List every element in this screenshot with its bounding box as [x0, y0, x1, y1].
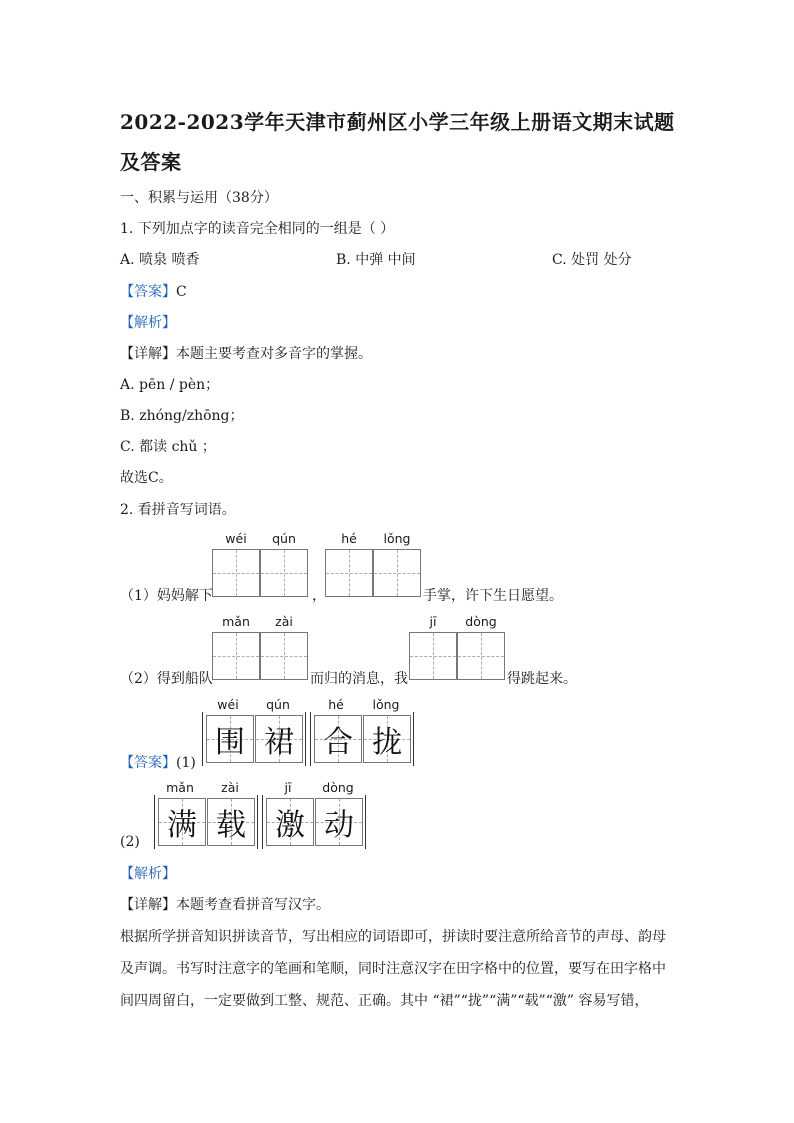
blank-cell-wei[interactable] — [212, 549, 260, 597]
q2-s1-prefix: （1）妈妈解下 — [120, 588, 213, 604]
answer-tag: 【答案】 — [120, 284, 176, 300]
q1-analysis-tag: 【解析】 — [120, 315, 176, 331]
answer-char-long: 拢 — [372, 725, 402, 760]
section-heading: 一、积累与运用（38分） — [120, 190, 278, 206]
q1-option-c: C. 处罚 处分 — [552, 252, 632, 268]
q1-option-b: B. 中弹 中间 — [336, 252, 416, 268]
q2-detail-line — [120, 894, 330, 914]
answer-pinyin-long: lǒng — [372, 697, 400, 712]
q2-analysis-tag: 【解析】 — [120, 866, 176, 882]
q2-stem: 2. 看拼音写词语。 — [120, 502, 236, 518]
q2-s2-prefix: （2）得到船队 — [120, 671, 213, 687]
answer-cell-zai — [207, 798, 255, 846]
answer-pinyin-man: mǎn — [166, 780, 194, 795]
blank-cell-man[interactable] — [212, 632, 260, 680]
q1-explain-b: B. zhóng/zhōng； — [120, 408, 244, 424]
q1-stem: 1. 下列加点字的读音完全相同的一组是（ ） — [120, 221, 395, 237]
answer-char-he: 合 — [323, 725, 353, 760]
q2-detail-tag: 【详解】 — [120, 897, 176, 913]
q1-explain-c: C. 都读 chǔ ； — [120, 439, 216, 455]
answer-pinyin-wei: wéi — [217, 697, 239, 712]
blank-cell-long[interactable] — [373, 549, 421, 597]
q1-conclusion: 故选C。 — [120, 470, 173, 486]
answer-char-qun: 裙 — [264, 725, 294, 760]
blank-cell-zai[interactable] — [260, 632, 308, 680]
q1-answer-value: C — [176, 284, 187, 300]
q1-answer-line — [120, 281, 187, 301]
pinyin-wei: wéi — [225, 531, 247, 546]
q2-answer-line-1 — [120, 752, 196, 772]
answer-pinyin-qun: qún — [266, 697, 290, 712]
q2-s2-suffix: 得跳起来。 — [507, 671, 577, 687]
pinyin-ji: jī — [429, 614, 437, 629]
answer-cell-he — [314, 715, 362, 763]
doc-title-line-1: 2022-2023学年天津市蓟州区小学三年级上册语文期末试题 — [120, 110, 675, 134]
answer-cell-ji — [266, 798, 314, 846]
answer-cell-man — [158, 798, 206, 846]
q1-detail-tag: 【详解】 — [120, 346, 176, 362]
pinyin-dong: dòng — [465, 614, 497, 629]
answer-char-zai: 载 — [216, 808, 246, 843]
blank-cell-dong[interactable] — [457, 632, 505, 680]
q1-explain-a: A. pēn / pèn； — [120, 377, 220, 393]
answer-char-ji: 激 — [275, 808, 305, 843]
blank-cell-he[interactable] — [325, 549, 373, 597]
doc-title-line-2: 及答案 — [120, 150, 182, 174]
answer-pinyin-he: hé — [328, 697, 344, 712]
q2-s1-comma: ， — [312, 588, 326, 604]
blank-cell-qun[interactable] — [260, 549, 308, 597]
q2-s2-middle: 而归的消息，我 — [310, 671, 408, 687]
q1-detail-text: 本题主要考查对多音字的掌握。 — [176, 346, 372, 362]
q2-paragraph-line-1: 根据所学拼音知识拼读音节，写出相应的词语即可，拼读时要注意所给音节的声母、韵母 — [120, 929, 666, 945]
pinyin-long: lǒng — [383, 531, 411, 546]
q2-detail-text: 本题考查看拼音写汉字。 — [176, 897, 330, 913]
answer-cell-wei — [206, 715, 254, 763]
q2-answer-1-label: (1) — [176, 755, 196, 771]
answer-cell-long — [363, 715, 411, 763]
q2-answer-tag: 【答案】 — [120, 755, 176, 771]
q2-answer-2-label: (2) — [120, 834, 140, 850]
answer-char-wei: 围 — [215, 725, 245, 760]
answer-pinyin-zai: zài — [221, 780, 239, 795]
answer-char-dong: 动 — [324, 808, 354, 843]
q2-paragraph-line-3: 间四周留白，一定要做到工整、规范、正确。其中 “裙”“拢”“满”“载”“激” 容易写错， — [120, 993, 649, 1009]
answer-pinyin-dong: dòng — [322, 780, 354, 795]
blank-cell-ji[interactable] — [409, 632, 457, 680]
q1-detail-line — [120, 343, 372, 363]
pinyin-zai: zài — [275, 614, 293, 629]
pinyin-he: hé — [341, 531, 357, 546]
pinyin-man: mǎn — [222, 614, 250, 629]
answer-cell-qun — [255, 715, 303, 763]
q2-paragraph-line-2: 及声调。书写时注意字的笔画和笔顺，同时注意汉字在田字格中的位置，要写在田字格中 — [120, 961, 666, 977]
q1-option-a: A. 喷泉 喷香 — [120, 252, 200, 268]
answer-pinyin-ji: jī — [284, 780, 292, 795]
pinyin-qun: qún — [272, 531, 296, 546]
answer-char-man: 满 — [167, 808, 197, 843]
q2-s1-suffix: 手掌，许下生日愿望。 — [423, 588, 563, 604]
answer-cell-dong — [315, 798, 363, 846]
